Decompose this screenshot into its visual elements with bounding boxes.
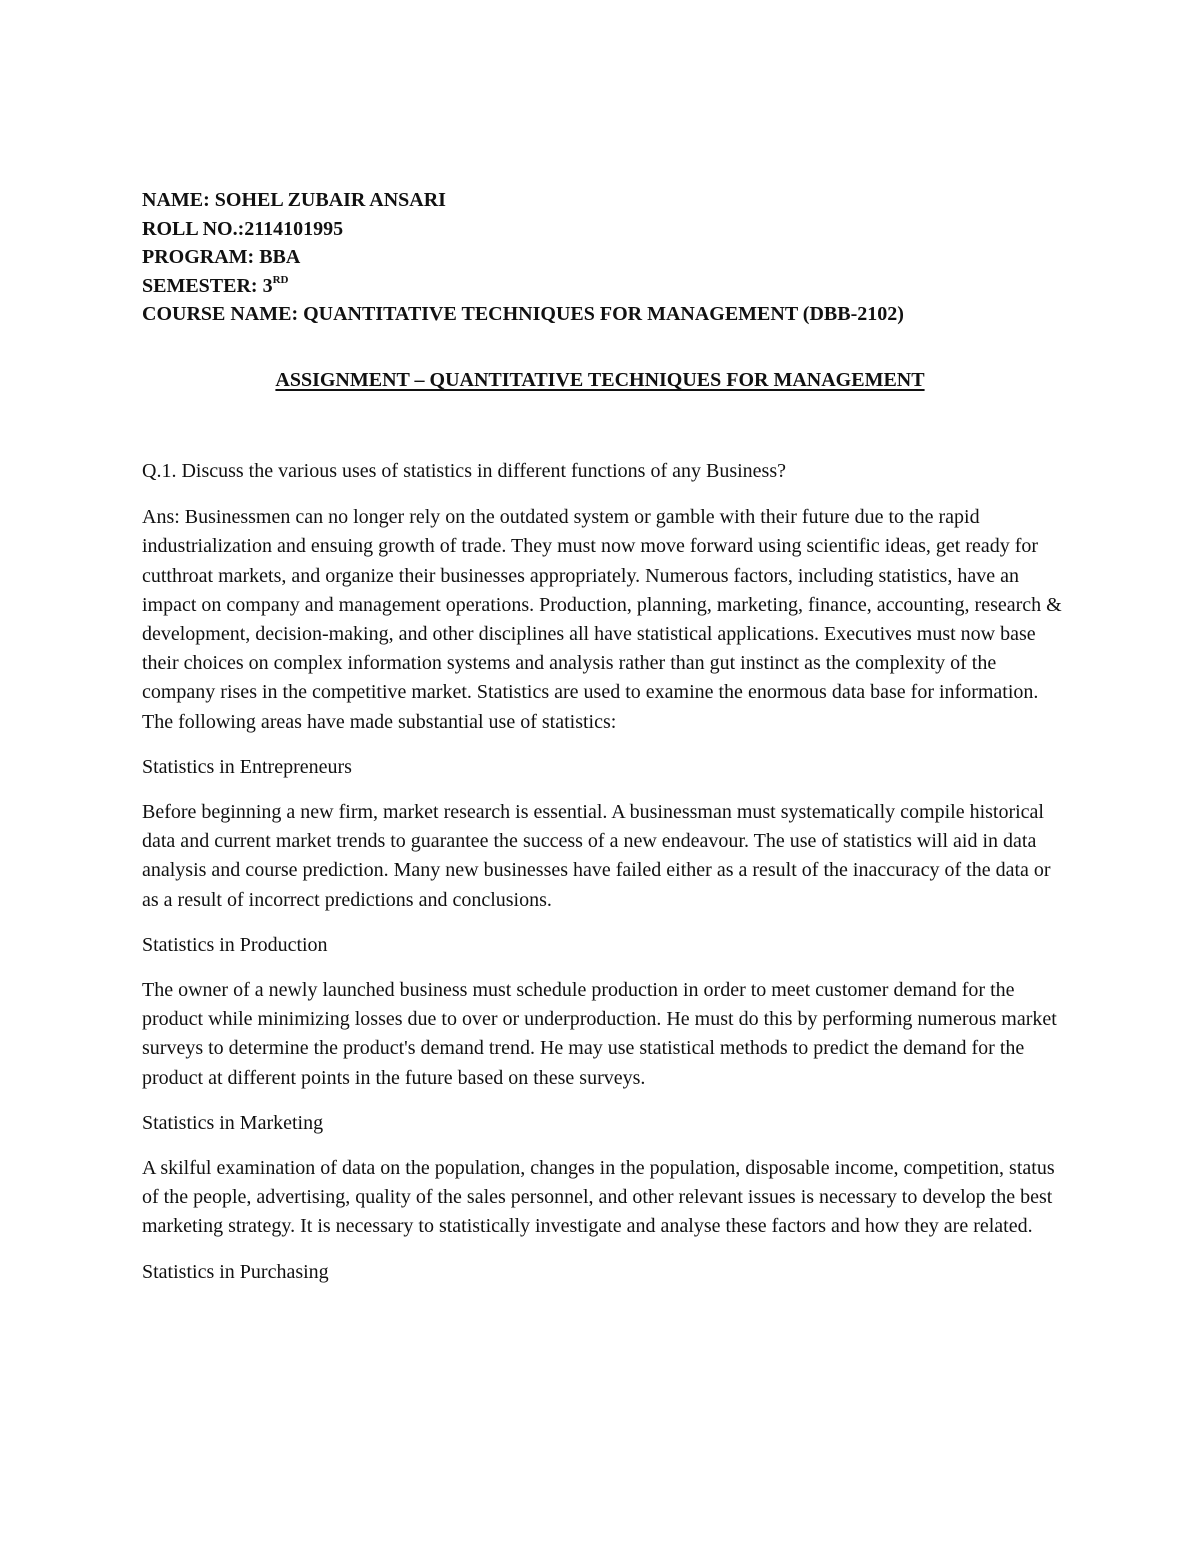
student-name: NAME: SOHEL ZUBAIR ANSARI: [142, 189, 446, 211]
semester: [142, 272, 1122, 301]
question-text: Q.1. Discuss the various uses of statistics in different functions of any Business?: [142, 460, 786, 482]
roll-number: ROLL NO.:2114101995: [142, 217, 344, 240]
section-heading-entrepreneurs: Statistics in Entrepreneurs: [142, 755, 352, 778]
section-text-entrepreneurs: Before beginning a new firm, market research is essential. A businessman must systematically compile historical data and current market trends to guarantee the success of a new endeavour. The use of statistics will aid in data analysis and course prediction. Many new businesses have failed either as a result of the inaccuracy of the data or as a result of incorrect predictions and conclusions.: [142, 801, 1051, 911]
student-details-header: [142, 186, 1122, 329]
program: PROGRAM: BBA: [142, 246, 301, 268]
section-text-marketing: A skilful examination of data on the population, changes in the population, disposable income, competition, status of the people, advertising, quality of the sales personnel, and other relevant issues is necessary to develop the best marketing strategy. It is necessary to statistically investigate and analyse these factors and how they are related.: [142, 1157, 1055, 1238]
section-heading-marketing: Statistics in Marketing: [142, 1111, 324, 1134]
section-text-production: The owner of a newly launched business must schedule production in order to meet customer demand for the product while minimizing losses due to over or underproduction. He must do this by performing numerous market surveys to determine the product's demand trend. He may use statistical methods to predict the demand for the product at different points in the future based on these surveys.: [142, 979, 1057, 1089]
semester-label: SEMESTER: 3: [142, 274, 273, 297]
section-heading-production: Statistics in Production: [142, 933, 328, 956]
semester-suffix: RD: [272, 273, 289, 286]
answer-intro: Ans: Businessmen can no longer rely on the outdated system or gamble with their future due to the rapid industrialization and ensuing growth of trade. They must now move forward using scientific ideas, get ready for cutthroat markets, and organize their businesses appropriately. Numerous factors, including statistics, have an impact on company and management operations. Production, planning, marketing, finance, accounting, research & development, decision-making, and other disciplines all have statistical applications. Executives must now base their choices on complex information systems and analysis rather than gut instinct as the complexity of the company rises in the competitive market. Statistics are used to examine the enormous data base for information. The following areas have made substantial use of statistics:: [142, 506, 1062, 733]
course-name: COURSE NAME: QUANTITATIVE TECHNIQUES FOR MANAGEMENT (DBB-2102): [142, 303, 904, 325]
assignment-title: ASSIGNMENT – QUANTITATIVE TECHNIQUES FOR MANAGEMENT: [275, 369, 925, 391]
section-heading-purchasing: Statistics in Purchasing: [142, 1260, 329, 1283]
document-body: [142, 457, 1072, 1303]
